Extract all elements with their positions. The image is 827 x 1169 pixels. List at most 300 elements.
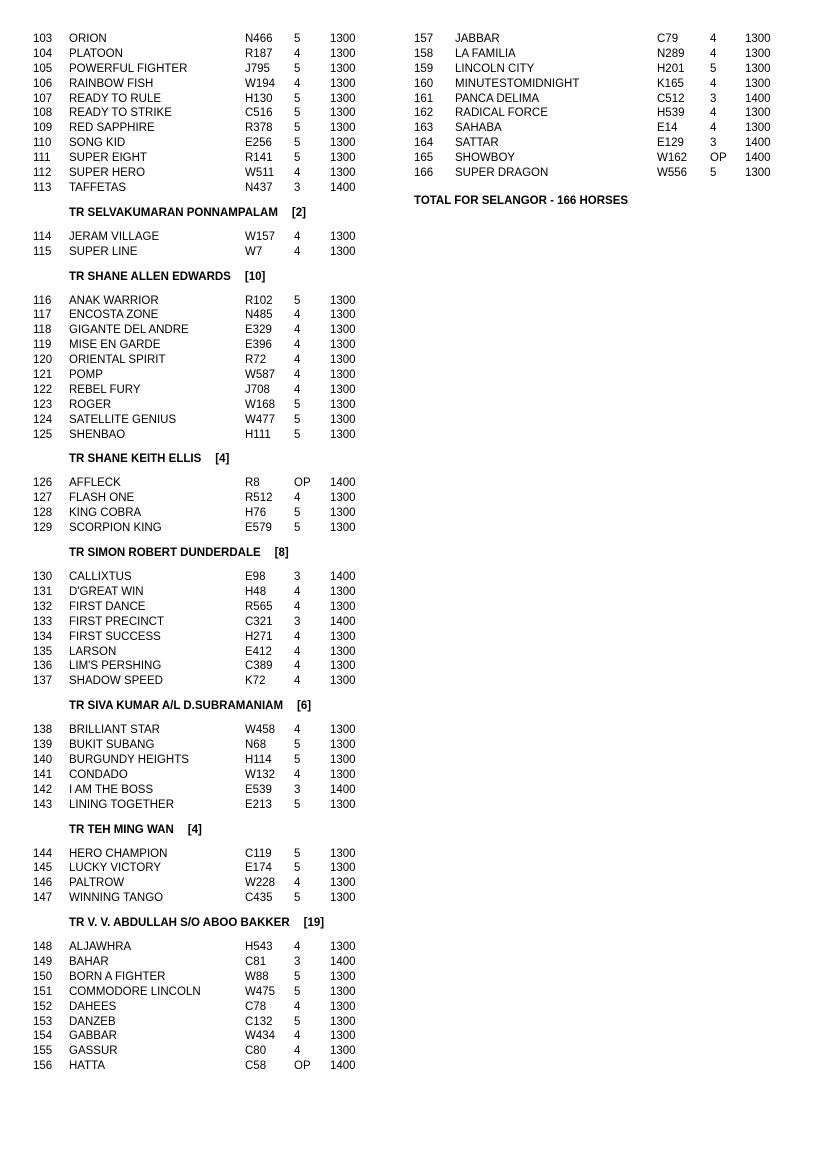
trainer-name: TR SHANE ALLEN EDWARDS [69, 270, 231, 283]
horse-weight: 1300 [330, 600, 356, 613]
horse-row [33, 166, 373, 181]
horse-weight: 1300 [330, 630, 356, 643]
horse-name: PLATOON [69, 47, 123, 60]
horse-code: W458 [245, 724, 276, 737]
horse-number: 107 [33, 92, 53, 105]
horse-age: 4 [294, 645, 301, 658]
horse-weight: 1300 [330, 107, 356, 120]
horse-code: N289 [657, 47, 685, 60]
horse-code: W168 [245, 398, 276, 411]
horse-weight: 1300 [330, 877, 356, 890]
horse-age: 5 [294, 970, 301, 983]
horse-row [33, 230, 373, 245]
horse-row [33, 847, 373, 862]
horse-row [33, 940, 373, 955]
horse-number: 147 [33, 892, 53, 905]
horse-weight: 1300 [330, 660, 356, 673]
horse-code: W157 [245, 230, 276, 243]
horse-code: C132 [245, 1015, 273, 1028]
horse-code: E174 [245, 862, 272, 875]
horse-row [33, 368, 373, 383]
horse-row [33, 600, 373, 615]
horse-name: DANZEB [69, 1015, 116, 1028]
trainer-horse-count: [10] [244, 270, 266, 283]
horse-code: R72 [245, 354, 267, 367]
horse-age: 5 [710, 62, 717, 75]
horse-age: 4 [294, 47, 301, 60]
horse-age: 5 [294, 798, 301, 811]
horse-row [33, 768, 373, 783]
horse-code: H48 [245, 585, 267, 598]
horse-weight: 1300 [330, 77, 356, 90]
horse-row [33, 308, 373, 323]
horse-weight: 1400 [330, 477, 356, 490]
horse-code: H543 [245, 941, 273, 954]
horse-row [33, 630, 373, 645]
horse-number: 103 [33, 33, 53, 45]
horse-number: 159 [414, 62, 434, 75]
horse-weight: 1300 [330, 230, 356, 243]
horse-name: RADICAL FORCE [455, 107, 548, 120]
horse-age: 4 [294, 941, 301, 954]
horse-weight: 1300 [330, 339, 356, 352]
horse-row [33, 723, 373, 738]
horse-code: E396 [245, 339, 272, 352]
horse-weight: 1300 [330, 753, 356, 766]
horse-name: SHADOW SPEED [69, 675, 163, 688]
horse-code: C516 [245, 107, 273, 120]
horse-row [33, 491, 373, 506]
horse-code: W587 [245, 369, 276, 382]
horse-name: HATTA [69, 1060, 105, 1073]
horse-number: 155 [33, 1045, 53, 1058]
horse-number: 137 [33, 675, 53, 688]
horse-row [412, 32, 792, 47]
horse-weight: 1300 [330, 522, 356, 535]
horse-name: GIGANTE DEL ANDRE [69, 324, 189, 337]
horse-age: 4 [294, 245, 301, 258]
horse-weight: 1300 [330, 122, 356, 135]
horse-number: 157 [414, 33, 434, 45]
horse-name: SUPER HERO [69, 167, 146, 180]
horse-name: BRILLIANT STAR [69, 724, 160, 737]
horse-name: BUKIT SUBANG [69, 739, 155, 752]
trainer-heading [33, 196, 373, 230]
horse-number: 125 [33, 428, 53, 441]
horse-code: N68 [245, 739, 267, 752]
horse-number: 132 [33, 600, 53, 613]
horse-number: 161 [414, 92, 434, 105]
horse-weight: 1300 [330, 152, 356, 165]
horse-weight: 1300 [330, 492, 356, 505]
horse-name: BORN A FIGHTER [69, 970, 166, 983]
horse-row [33, 798, 373, 813]
horse-code: R187 [245, 47, 273, 60]
horse-code: C78 [245, 1000, 267, 1013]
horse-code: W88 [245, 970, 269, 983]
horse-code: W556 [657, 167, 688, 180]
horse-weight: 1300 [330, 92, 356, 105]
horse-name: SHOWBOY [455, 152, 516, 165]
horse-row [33, 674, 373, 689]
horse-age: 5 [294, 892, 301, 905]
horse-age: 4 [294, 492, 301, 505]
horse-number: 164 [414, 137, 434, 150]
horse-weight: 1300 [745, 62, 771, 75]
horse-number: 142 [33, 783, 53, 796]
horse-code: H130 [245, 92, 273, 105]
trainer-heading [33, 260, 373, 294]
horse-row [33, 106, 373, 121]
horse-age: 5 [294, 862, 301, 875]
horse-number: 133 [33, 615, 53, 628]
horse-code: R8 [245, 477, 260, 490]
horse-code: E213 [245, 798, 272, 811]
horse-code: W228 [245, 877, 276, 890]
horse-name: SONG KID [69, 137, 126, 150]
horse-number: 141 [33, 768, 53, 781]
horse-name: PANCA DELIMA [455, 92, 540, 105]
horse-number: 140 [33, 753, 53, 766]
horse-weight: 1300 [330, 413, 356, 426]
horse-row [33, 738, 373, 753]
horse-number: 109 [33, 122, 53, 135]
horse-row [33, 62, 373, 77]
horse-age: 4 [710, 47, 717, 60]
trainer-horse-count: [2] [291, 206, 306, 219]
horse-row [33, 783, 373, 798]
horse-number: 105 [33, 62, 53, 75]
horse-row [412, 151, 792, 166]
horse-code: K165 [657, 77, 684, 90]
horse-age: 4 [294, 230, 301, 243]
horse-name: PALTROW [69, 877, 125, 890]
horse-name: POMP [69, 369, 103, 382]
horse-weight: 1300 [330, 985, 356, 998]
horse-age: 5 [294, 413, 301, 426]
horse-number: 116 [33, 294, 52, 307]
horse-age: 4 [294, 630, 301, 643]
horse-code: E329 [245, 324, 272, 337]
horse-name: FIRST SUCCESS [69, 630, 161, 643]
horse-number: 126 [33, 477, 53, 490]
horse-weight: 1400 [330, 615, 356, 628]
horse-weight: 1400 [330, 955, 356, 968]
horse-age: 4 [710, 122, 717, 135]
horse-code: J708 [245, 383, 270, 396]
horse-row [33, 955, 373, 970]
horse-name: ENCOSTA ZONE [69, 309, 159, 322]
horse-code: E14 [657, 122, 678, 135]
horse-age: 5 [294, 152, 301, 165]
horse-weight: 1300 [330, 892, 356, 905]
horse-number: 127 [33, 492, 53, 505]
trainer-horse-count: [8] [274, 547, 289, 560]
horse-number: 108 [33, 107, 53, 120]
horse-weight: 1300 [330, 1045, 356, 1058]
horse-row [33, 753, 373, 768]
horse-number: 156 [33, 1060, 53, 1073]
horse-age: 5 [294, 107, 301, 120]
trainer-name: TR TEH MING WAN [69, 823, 174, 836]
horse-row [33, 428, 373, 443]
horse-number: 122 [33, 383, 53, 396]
horse-code: C512 [657, 92, 685, 105]
horse-name: SUPER LINE [69, 245, 138, 258]
horse-weight: 1300 [330, 245, 356, 258]
horse-number: 120 [33, 354, 53, 367]
horse-name: LUCKY VICTORY [69, 862, 162, 875]
horse-code: R378 [245, 122, 273, 135]
horse-age: 3 [294, 955, 301, 968]
horse-name: MISE EN GARDE [69, 339, 161, 352]
horse-weight: 1300 [330, 768, 356, 781]
horse-age: 4 [294, 877, 301, 890]
horse-name: BAHAR [69, 955, 109, 968]
horse-name: COMMODORE LINCOLN [69, 985, 201, 998]
horse-age: OP [294, 1060, 311, 1073]
horse-number: 104 [33, 47, 53, 60]
horse-number: 112 [33, 167, 52, 180]
horse-name: JABBAR [455, 33, 500, 45]
horse-name: FIRST DANCE [69, 600, 146, 613]
horse-name: LA FAMILIA [455, 47, 516, 60]
horse-code: W7 [245, 245, 263, 258]
horse-name: SHENBAO [69, 428, 126, 441]
horse-age: 3 [294, 181, 301, 194]
horse-row [412, 136, 792, 151]
horse-number: 152 [33, 1000, 53, 1013]
horse-code: E539 [245, 783, 272, 796]
horse-age: 5 [294, 522, 301, 535]
horse-weight: 1300 [330, 47, 356, 60]
horse-name: ORIENTAL SPIRIT [69, 354, 166, 367]
horse-weight: 1400 [745, 152, 771, 165]
horse-weight: 1300 [330, 507, 356, 520]
horse-code: W434 [245, 1030, 276, 1043]
horse-code: K72 [245, 675, 266, 688]
horse-code: R512 [245, 492, 273, 505]
horse-code: W477 [245, 413, 276, 426]
horse-age: 4 [294, 324, 301, 337]
horse-number: 118 [33, 324, 52, 337]
trainer-horse-count: [19] [303, 917, 325, 930]
horse-age: 4 [294, 675, 301, 688]
horse-code: W475 [245, 985, 276, 998]
horse-weight: 1300 [745, 107, 771, 120]
horse-name: AFFLECK [69, 477, 121, 490]
horse-number: 121 [33, 369, 53, 382]
horse-age: 4 [294, 1045, 301, 1058]
horse-name: ALJAWHRA [69, 941, 132, 954]
horse-code: E412 [245, 645, 272, 658]
horse-row [33, 323, 373, 338]
horse-name: BURGUNDY HEIGHTS [69, 753, 189, 766]
trainer-heading [33, 442, 373, 476]
horse-row [33, 398, 373, 413]
horse-number: 153 [33, 1015, 53, 1028]
horse-age: 3 [710, 92, 717, 105]
horse-weight: 1300 [330, 1015, 356, 1028]
horse-number: 144 [33, 847, 53, 860]
horse-row [33, 476, 373, 491]
horse-name: TAFFETAS [69, 181, 127, 194]
horse-number: 143 [33, 798, 53, 811]
horse-row [33, 294, 373, 309]
horse-code: H111 [245, 428, 271, 441]
horse-name: RAINBOW FISH [69, 77, 154, 90]
horse-age: 4 [294, 585, 301, 598]
horse-name: MINUTESTOMIDNIGHT [455, 77, 580, 90]
horse-code: H539 [657, 107, 685, 120]
horse-name: READY TO STRIKE [69, 107, 172, 120]
horse-weight: 1300 [745, 167, 771, 180]
horse-weight: 1300 [330, 970, 356, 983]
horse-age: 3 [294, 615, 301, 628]
horse-row [33, 1044, 373, 1059]
trainer-horse-count: [6] [297, 700, 312, 713]
horse-code: W132 [245, 768, 276, 781]
horse-row [33, 506, 373, 521]
horse-weight: 1300 [330, 33, 356, 45]
trainer-name: TR SHANE KEITH ELLIS [69, 453, 202, 466]
right-column [412, 32, 792, 207]
horse-code: C79 [657, 33, 679, 45]
horse-number: 123 [33, 398, 53, 411]
horse-weight: 1300 [330, 585, 356, 598]
horse-code: N485 [245, 309, 273, 322]
horse-name: LINING TOGETHER [69, 798, 175, 811]
horse-code: J795 [245, 62, 270, 75]
horse-age: 5 [294, 398, 301, 411]
horse-age: 5 [710, 167, 717, 180]
horse-row [412, 62, 792, 77]
horse-number: 138 [33, 724, 53, 737]
horse-row [33, 985, 373, 1000]
trainer-name: TR SIMON ROBERT DUNDERDALE [69, 547, 261, 560]
horse-row [33, 1059, 373, 1074]
horse-age: 5 [294, 122, 301, 135]
horse-number: 106 [33, 77, 53, 90]
horse-weight: 1300 [330, 1000, 356, 1013]
horse-code: C435 [245, 892, 273, 905]
horse-name: CONDADO [69, 768, 128, 781]
horse-weight: 1400 [330, 571, 356, 584]
total-summary: TOTAL FOR SELANGOR - 166 HORSES [414, 194, 629, 207]
horse-code: C389 [245, 660, 273, 673]
horse-name: FLASH ONE [69, 492, 135, 505]
horse-number: 158 [414, 47, 434, 60]
horse-number: 134 [33, 630, 53, 643]
horse-number: 160 [414, 77, 434, 90]
horse-number: 149 [33, 955, 53, 968]
horse-code: C80 [245, 1045, 267, 1058]
horse-row [33, 151, 373, 166]
horse-number: 148 [33, 941, 53, 954]
horse-code: C58 [245, 1060, 267, 1073]
horse-code: W511 [245, 167, 275, 180]
horse-age: 4 [294, 369, 301, 382]
horse-age: 4 [294, 1000, 301, 1013]
horse-name: ANAK WARRIOR [69, 294, 159, 307]
horse-name: DAHEES [69, 1000, 117, 1013]
horse-code: E129 [657, 137, 684, 150]
horse-age: 4 [294, 768, 301, 781]
horse-code: H76 [245, 507, 267, 520]
horse-age: 4 [294, 167, 301, 180]
horse-age: 4 [294, 1030, 301, 1043]
horse-age: 4 [710, 77, 717, 90]
horse-code: E98 [245, 571, 266, 584]
horse-row [33, 1015, 373, 1030]
horse-name: SUPER EIGHT [69, 152, 147, 165]
horse-row [33, 970, 373, 985]
horse-age: 5 [294, 985, 301, 998]
horse-weight: 1300 [745, 77, 771, 90]
horse-weight: 1300 [330, 294, 356, 307]
horse-weight: 1400 [330, 181, 356, 194]
horse-row [33, 645, 373, 660]
horse-number: 146 [33, 877, 53, 890]
horse-name: REBEL FURY [69, 383, 141, 396]
horse-row [33, 1029, 373, 1044]
horse-code: N437 [245, 181, 273, 194]
trainer-name: TR V. V. ABDULLAH S/O ABOO BAKKER [69, 917, 290, 930]
horse-code: E579 [245, 522, 272, 535]
horse-row [33, 245, 373, 260]
horse-row [412, 121, 792, 136]
trainer-heading [33, 689, 373, 723]
horse-code: H201 [657, 62, 685, 75]
horse-age: 4 [294, 309, 301, 322]
horse-name: READY TO RULE [69, 92, 162, 105]
horse-age: 5 [294, 92, 301, 105]
horse-age: 5 [294, 294, 301, 307]
horse-row [33, 383, 373, 398]
horse-weight: 1300 [330, 675, 356, 688]
horse-weight: 1300 [330, 862, 356, 875]
horse-name: SCORPION KING [69, 522, 162, 535]
horse-weight: 1300 [745, 33, 771, 45]
horse-weight: 1300 [745, 47, 771, 60]
horse-age: 4 [294, 383, 301, 396]
horse-weight: 1300 [330, 941, 356, 954]
horse-number: 124 [33, 413, 53, 426]
horse-row [33, 121, 373, 136]
horse-name: GASSUR [69, 1045, 118, 1058]
horse-weight: 1400 [330, 1060, 356, 1073]
horse-age: 5 [294, 137, 301, 150]
horse-row [33, 615, 373, 630]
horse-number: 154 [33, 1030, 53, 1043]
horse-number: 114 [33, 230, 52, 243]
horse-row [33, 861, 373, 876]
trainer-horse-count: [4] [187, 823, 202, 836]
horse-name: I AM THE BOSS [69, 783, 154, 796]
horse-row [412, 92, 792, 107]
horse-code: C321 [245, 615, 273, 628]
horse-name: ORION [69, 33, 107, 45]
horse-code: H271 [245, 630, 273, 643]
horse-weight: 1300 [330, 798, 356, 811]
left-column [33, 32, 373, 1074]
horse-weight: 1300 [330, 428, 356, 441]
horse-number: 163 [414, 122, 434, 135]
horse-number: 151 [33, 985, 53, 998]
horse-row [33, 521, 373, 536]
horse-age: 4 [294, 339, 301, 352]
horse-code: W162 [657, 152, 688, 165]
